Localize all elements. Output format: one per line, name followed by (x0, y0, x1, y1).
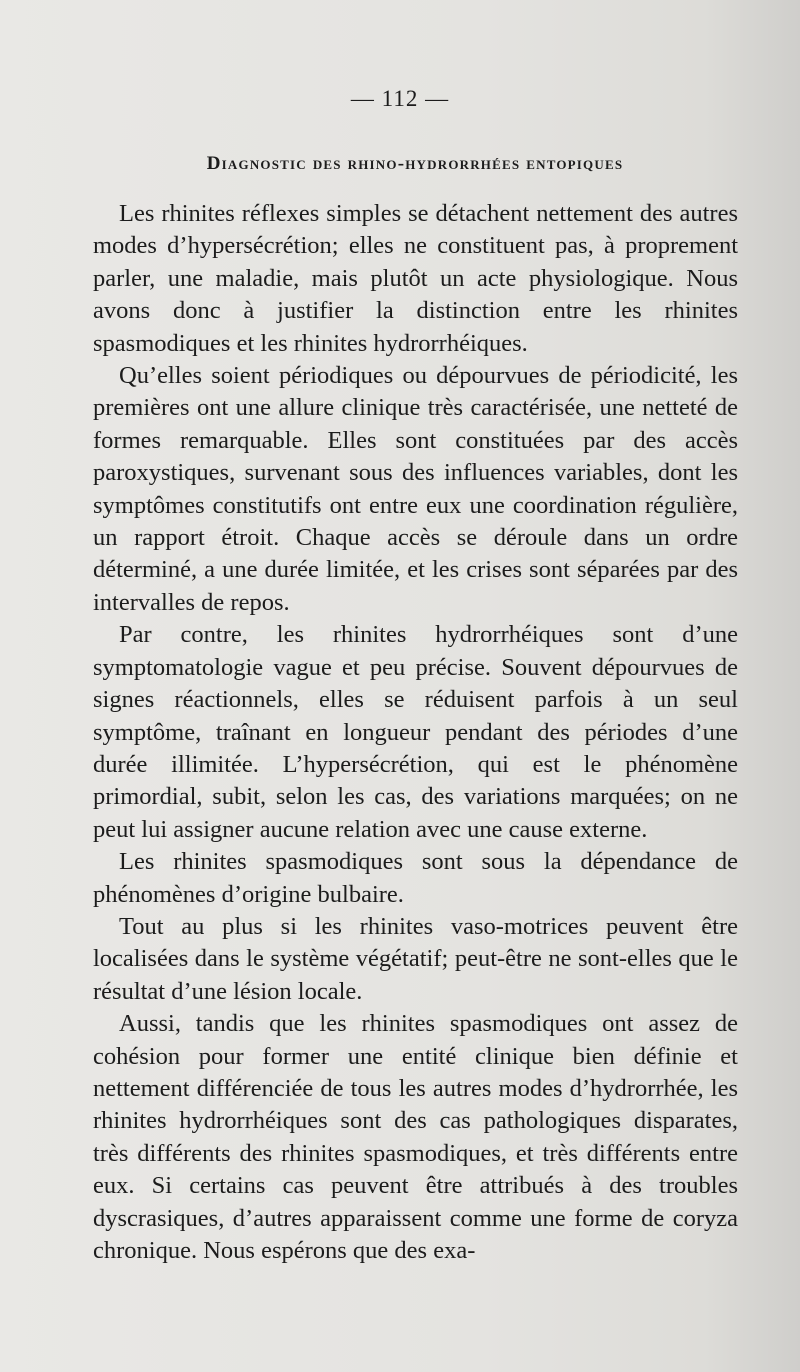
paragraph: Qu’elles soient périodiques ou dépourvues de périodicité, les premières ont une allure clinique très caractérisée, une netteté de formes remarquable. Elles sont constituées par des accès paroxystiques, survenant sous des influences variables, dont les symptômes constitutifs ont entre eux une coordination régulière, un rapport étroit. Chaque accès se déroule dans un ordre déterminé, a une durée limitée, et les crises sont séparées par des intervalles de repos. (93, 362, 738, 616)
paragraph: Les rhinites réflexes simples se détachent nettement des autres modes d’hypersécrétion; elles ne constituent pas, à proprement parler, une maladie, mais plutôt un acte physiologique. Nous avons donc à justifier la distinction entre les rhinites spasmodiques et les rhinites hydrorrhéiques. (93, 200, 738, 357)
section-heading: Diagnostic des rhino-hydrorrhées entopiques (206, 153, 624, 174)
paragraph: Les rhinites spasmodiques sont sous la dépendance de phénomènes d’origine bulbaire. (93, 848, 738, 908)
paragraph: Par contre, les rhinites hydrorrhéiques sont d’une symptomatologie vague et peu précise. Souvent dépourvues de signes réactionnels, elles se réduisent parfois à un seul symptôme, traînant en longueur pendant des périodes d’une durée illimitée. L’hypersécrétion, qui est le phénomène primordial, subit, selon les cas, des variations marquées; on ne peut lui assigner aucune relation avec une cause externe. (93, 621, 738, 843)
paragraph: Tout au plus si les rhinites vaso-motrices peuvent être localisées dans le système végétatif; peut-être ne sont-elles que le résultat d’une lésion locale. (93, 912, 738, 1005)
page-number: — 112 — (350, 86, 450, 111)
body-text (93, 198, 738, 1267)
paragraph: Aussi, tandis que les rhinites spasmodiques ont assez de cohésion pour former une entité clinique bien définie et nettement différenciée de tous les autres modes d’hydrorrhée, les rhinites hydrorrhéiques sont des cas pathologiques disparates, très différents des rhinites spasmodiques, et très différents entre eux. Si certains cas peuvent être attribués à des troubles dyscrasiques, d’autres apparaissent comme une forme de coryza chronique. Nous espérons que des exa- (93, 1010, 738, 1264)
